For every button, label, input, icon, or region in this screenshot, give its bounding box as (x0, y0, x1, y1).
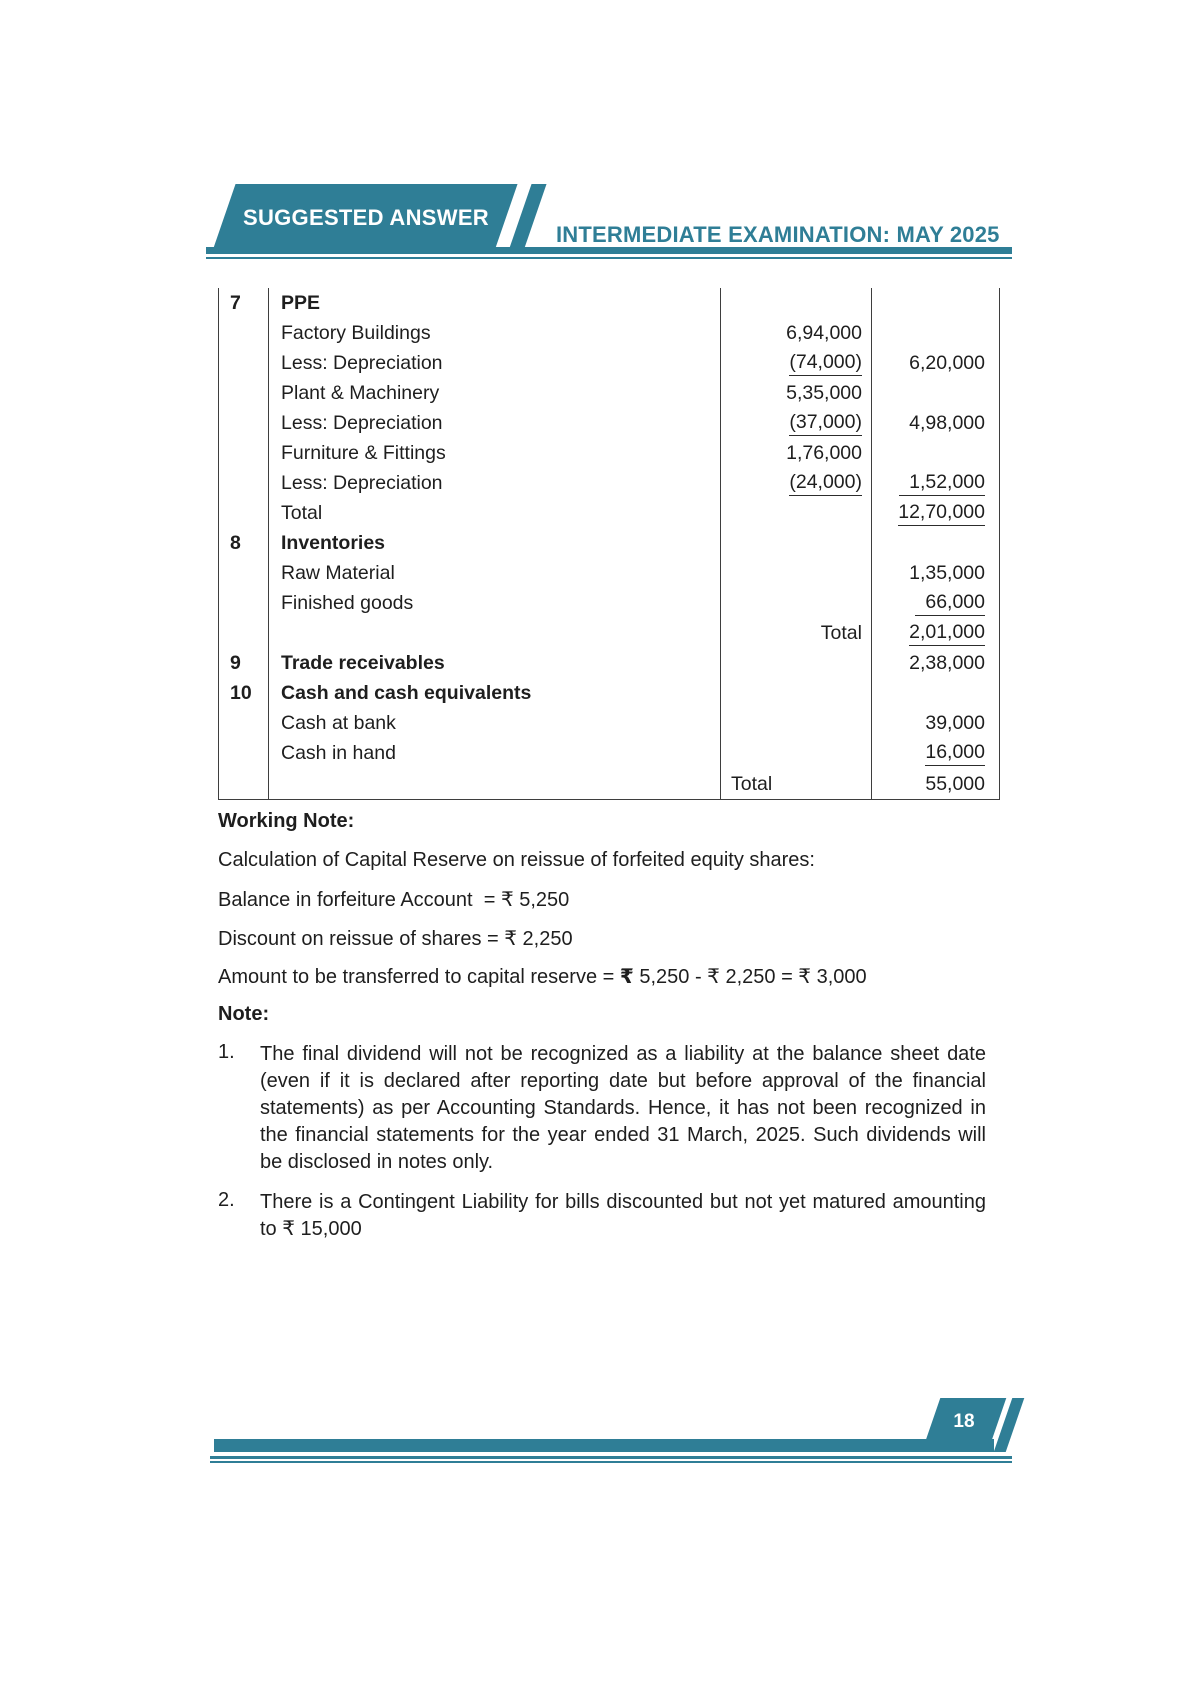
table-cell-no (219, 288, 269, 318)
table-row (219, 318, 1000, 348)
banner-accent-sliver (508, 184, 546, 251)
cell-text: 5,35,000 (786, 381, 862, 404)
table-row (219, 589, 1000, 619)
table-cell-no (219, 438, 269, 468)
table-cell-desc (269, 348, 721, 378)
table-cell-desc (269, 559, 721, 589)
footer-rule-thick (214, 1439, 994, 1452)
table-row (219, 438, 1000, 468)
cell-text: Total (281, 501, 323, 524)
note-item-2 (218, 1189, 986, 1243)
table-cell-no (219, 709, 269, 739)
table-row (219, 468, 1000, 498)
table-cell-amt2 (872, 679, 1000, 709)
cell-text: (74,000) (789, 351, 862, 376)
footer-rule-thin-1 (210, 1456, 1012, 1459)
table-row (219, 529, 1000, 559)
table-cell-desc (269, 619, 721, 649)
table-cell-desc (269, 739, 721, 769)
note-item-text: There is a Contingent Liability for bills discounted but not yet matured amounting to ₹ 15,000 (260, 1191, 986, 1240)
table-cell-desc (269, 288, 721, 318)
table-cell-amt1 (721, 348, 872, 378)
table-cell-no (219, 408, 269, 438)
table-row (219, 739, 1000, 769)
cell-text: 6,94,000 (786, 321, 862, 344)
cell-text: 4,98,000 (909, 411, 985, 434)
table-cell-no (219, 619, 269, 649)
cell-text: (37,000) (789, 411, 862, 436)
table-cell-amt1 (721, 438, 872, 468)
table-row (219, 378, 1000, 408)
note-heading: Note: (218, 1003, 270, 1025)
table-cell-amt1 (721, 468, 872, 498)
table-cell-amt1 (721, 709, 872, 739)
note-item-text: The final dividend will not be recognized as a liability at the balance sheet date (even if it is declared after reporting date but before approval of the financial statements) as per Accounting Standards. Hence, it has not been recognized in the financial statements for the year ended 31 March, 2025. Such dividends will be disclosed in notes only. (260, 1043, 986, 1173)
cell-text: Furniture & Fittings (281, 441, 446, 464)
table-cell-no (219, 739, 269, 769)
table-cell-amt2 (872, 438, 1000, 468)
note-item-1 (218, 1041, 986, 1176)
table-cell-desc (269, 498, 721, 528)
cell-text: Raw Material (281, 562, 395, 585)
table-row (219, 649, 1000, 679)
cell-text: (24,000) (789, 471, 862, 496)
table-cell-amt1 (721, 378, 872, 408)
cell-text: Total (731, 772, 773, 795)
working-note-heading: Working Note: (218, 810, 355, 832)
working-note-line-3: Discount on reissue of shares = ₹ 2,250 (218, 928, 573, 950)
table-cell-amt1 (721, 589, 872, 619)
cell-text: Factory Buildings (281, 321, 431, 344)
table-row (219, 288, 1000, 318)
table-cell-desc (269, 589, 721, 619)
cell-text: 12,70,000 (898, 501, 985, 526)
cell-text: 7 (230, 291, 241, 314)
table-cell-amt2 (872, 378, 1000, 408)
cell-text: 66,000 (915, 591, 985, 616)
table-cell-no (219, 529, 269, 559)
table-cell-desc (269, 468, 721, 498)
cell-text: 2,01,000 (909, 621, 985, 646)
table-cell-amt1 (721, 559, 872, 589)
page-header-title: INTERMEDIATE EXAMINATION: MAY 2025 (556, 222, 1000, 247)
cell-text: 9 (230, 652, 241, 675)
footer-rule-thin-2 (210, 1461, 1012, 1463)
cell-text: Less: Depreciation (281, 471, 443, 494)
table-row (219, 679, 1000, 709)
working-note-line-2: Balance in forfeiture Account = ₹ 5,250 (218, 889, 570, 911)
cell-text: 16,000 (925, 741, 985, 766)
table-cell-desc (269, 438, 721, 468)
table-cell-desc (269, 709, 721, 739)
table-cell-amt2 (872, 589, 1000, 619)
table-cell-amt2 (872, 529, 1000, 559)
table-cell-amt2 (872, 468, 1000, 498)
cell-text: Finished goods (281, 592, 414, 615)
table-cell-amt2 (872, 408, 1000, 438)
table-row (219, 619, 1000, 649)
cell-text: Cash and cash equivalents (281, 682, 532, 705)
cell-text: 1,35,000 (909, 562, 985, 585)
table-cell-amt1 (721, 498, 872, 528)
table-cell-no (219, 498, 269, 528)
table-cell-amt1 (721, 679, 872, 709)
table-cell-amt2 (872, 739, 1000, 769)
note-item-number: 2. (218, 1189, 235, 1211)
cell-text: 6,20,000 (909, 351, 985, 374)
table-cell-amt2 (872, 318, 1000, 348)
cell-text: 1,76,000 (786, 441, 862, 464)
table-cell-desc (269, 529, 721, 559)
table-cell-amt1 (721, 649, 872, 679)
table-cell-amt2 (872, 709, 1000, 739)
cell-text: Plant & Machinery (281, 381, 440, 404)
table-cell-no (219, 649, 269, 679)
table-cell-desc (269, 679, 721, 709)
table-cell-amt1 (721, 739, 872, 769)
table-cell-desc (269, 649, 721, 679)
table-cell-amt2 (872, 559, 1000, 589)
cell-text: Less: Depreciation (281, 411, 443, 434)
page-number: 18 (953, 1411, 975, 1432)
financial-notes-table (218, 288, 1000, 800)
table-cell-no (219, 318, 269, 348)
table-cell-no (219, 348, 269, 378)
table-row (219, 408, 1000, 438)
cell-text: Cash in hand (281, 742, 396, 765)
table-cell-no (219, 468, 269, 498)
table-row (219, 498, 1000, 528)
table-cell-amt2 (872, 288, 1000, 318)
table-cell-desc (269, 318, 721, 348)
table-cell-amt1 (721, 408, 872, 438)
table-cell-desc (269, 769, 721, 799)
table-row (219, 709, 1000, 739)
cell-text: 10 (230, 682, 252, 705)
cell-text: 39,000 (925, 712, 985, 735)
table-cell-amt2 (872, 769, 1000, 799)
table-row (219, 769, 1000, 799)
cell-text: 1,52,000 (899, 471, 985, 496)
note-item-number: 1. (218, 1041, 235, 1063)
working-note-line-1: Calculation of Capital Reserve on reissue of forfeited equity shares: (218, 849, 815, 871)
table-row (219, 348, 1000, 378)
cell-text: 55,000 (925, 772, 985, 795)
rupee-sign: ₹ (619, 966, 634, 988)
cell-text: 2,38,000 (909, 652, 985, 675)
cell-text: Less: Depreciation (281, 351, 443, 374)
table-cell-amt1 (721, 288, 872, 318)
table-cell-no (219, 769, 269, 799)
table-cell-amt2 (872, 649, 1000, 679)
table-cell-amt1 (721, 318, 872, 348)
working-note-line-4 (218, 964, 867, 989)
table-cell-amt1 (721, 619, 872, 649)
cell-text: Cash at bank (281, 712, 396, 735)
cell-text: Inventories (281, 532, 386, 555)
header-rule-thick (206, 247, 1012, 254)
table-cell-amt2 (872, 498, 1000, 528)
table-cell-amt2 (872, 348, 1000, 378)
cell-text: 8 (230, 532, 241, 555)
table-cell-amt1 (721, 769, 872, 799)
table-cell-desc (269, 378, 721, 408)
table-cell-amt2 (872, 619, 1000, 649)
banner-label: SUGGESTED ANSWER (242, 205, 489, 230)
table-cell-no (219, 378, 269, 408)
table-cell-no (219, 589, 269, 619)
amount-suffix: 5,250 - ₹ 2,250 = ₹ 3,000 (633, 966, 867, 988)
header-rule-thin (206, 257, 1012, 259)
amount-prefix: Amount to be transferred to capital reserve = (218, 966, 620, 988)
cell-text: Trade receivables (281, 652, 445, 675)
table-cell-no (219, 679, 269, 709)
table-row (219, 559, 1000, 589)
table-cell-desc (269, 408, 721, 438)
table-cell-no (219, 559, 269, 589)
table-cell-amt1 (721, 529, 872, 559)
cell-text: PPE (281, 291, 321, 314)
cell-text: Total (820, 622, 862, 645)
